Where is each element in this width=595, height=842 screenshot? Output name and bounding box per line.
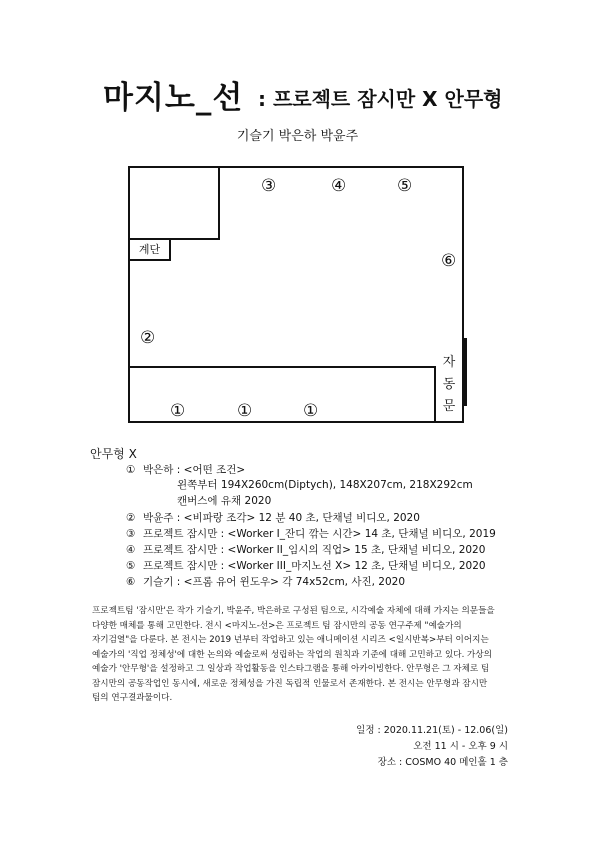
exhibition-hours: 오전 11 시 - 오후 9 시: [413, 741, 508, 752]
exhibition-dates: 일정 : 2020.11.21(토) - 12.06(일): [356, 725, 508, 736]
list-text: 프로젝트 잠시만 : <Worker I_잔디 깎는 시간> 14 초, 단채널 비디오, 2019: [143, 528, 496, 540]
artwork-marker-1: ①: [303, 401, 319, 421]
list-text: 기슬기 : <프롬 유어 윈도우> 각 74x52cm, 사진, 2020: [143, 576, 406, 588]
exhibition-description: 프로젝트팀 '잠시만'은 작가 기슬기, 박윤주, 박은하로 구성된 팀으로, 시각예술 자체에 대해 가지는 의문들을 다양한 매체를 통해 고민한다. 전시 <마지노-선>은 프로젝트 팀 잠시만의 공동 연구주제 "예술가의 자기검열"을 다룬다. 본 전시는 2019 년부터 작업하고 있는 애니메이션 시리즈 <일시반복>부터 이어지는 예술가의 '직업 정체성'에 대한 논의와 예술로써 성립하는 작업의 원칙과 기준에 대해 고민하고 있다. 가상의 예술가 '안무형'을 설정하고 그 일상과 작업활동을 인스타그램을 통해 아카이빙한다. 안무형은 그 자체로 팀 잠시만의 공동작업인 동시에, 새로운 정체성을 가진 독립적 인물로서 존재한다. 본 전시는 안무형과 잠시만 팀의 연구결과물이다.: [92, 606, 495, 703]
stair-label: 계단: [130, 238, 171, 261]
artist-names: 기슬기 박은하 박윤주: [236, 129, 359, 144]
door-label-char: 자: [442, 355, 456, 370]
floor-plan: [128, 166, 464, 423]
plan-top-room: [130, 168, 220, 240]
artwork-marker-3: ③: [261, 176, 277, 196]
list-number: ①: [126, 464, 136, 476]
list-number: ③: [126, 528, 136, 540]
list-number: ⑥: [126, 576, 136, 588]
artwork-marker-1: ①: [170, 401, 186, 421]
door-label-char: 동: [442, 377, 456, 392]
list-text: 프로젝트 잠시만 : <Worker III_마지노선 X> 12 초, 단채널 비디오, 2020: [143, 560, 486, 572]
list-heading: 안무형 X: [90, 447, 137, 461]
list-text: 왼쪽부터 194X260cm(Diptych), 148X207cm, 218X292cm: [177, 479, 473, 491]
list-text: 프로젝트 잠시만 : <Worker II_임시의 직업> 15 초, 단채널 비디오, 2020: [143, 544, 486, 556]
artwork-marker-1: ①: [237, 401, 253, 421]
exhibition-title: 마지노_선: [103, 80, 244, 116]
artwork-marker-4: ④: [331, 176, 347, 196]
list-text: 박윤주 : <비파랑 조각> 12 분 40 초, 단채널 비디오, 2020: [143, 512, 420, 524]
door-label-char: 문: [442, 399, 456, 414]
list-number: ④: [126, 544, 136, 556]
automatic-door-marker: [463, 338, 467, 406]
artwork-marker-5: ⑤: [397, 176, 413, 196]
artwork-marker-2: ②: [140, 328, 156, 348]
list-number: ②: [126, 512, 136, 524]
exhibition-venue: 장소 : COSMO 40 메인홀 1 층: [377, 757, 508, 768]
artwork-marker-6: ⑥: [441, 251, 457, 271]
list-text: 박은하 : <어떤 조건>: [143, 464, 246, 476]
list-text: 캔버스에 유채 2020: [177, 495, 272, 507]
exhibition-subtitle: : 프로젝트 잠시만 X 안무형: [258, 87, 503, 111]
list-number: ⑤: [126, 560, 136, 572]
